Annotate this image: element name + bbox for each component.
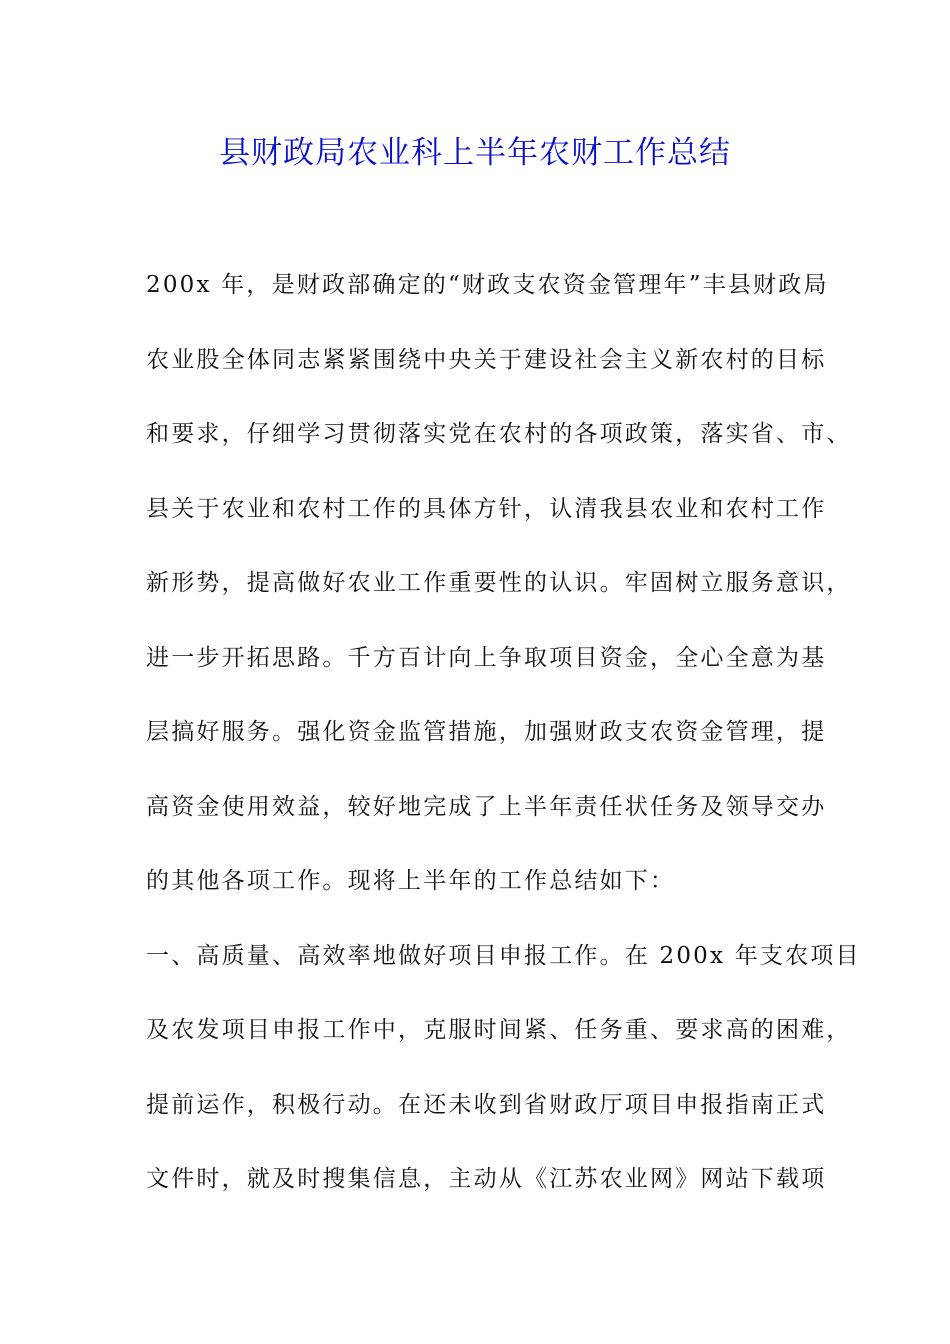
text-line: 200x 年，是财政部确定的“财政支农资金管理年”丰县财政局 xyxy=(146,272,829,298)
body-text xyxy=(146,260,861,1229)
text-line: 一、高质量、高效率地做好项目申报工作。在 200x 年支农项目 xyxy=(146,942,861,969)
text-line: 的其他各项工作。现将上半年的工作总结如下： xyxy=(146,868,676,894)
text-line: 进一步开拓思路。千方百计向上争取项目资金，全心全意为基 xyxy=(146,644,827,671)
text-line: 层搞好服务。强化资金监管措施，加强财政支农资金管理，提 xyxy=(146,719,827,745)
text-line: 文件时，就及时搜集信息，主动从《江苏农业网》网站下载项 xyxy=(146,1166,827,1192)
page-title: 县财政局农业科上半年农财工作总结 xyxy=(219,135,731,171)
text-line: 和要求，仔细学习贯彻落实党在农村的各项政策，落实省、市、 xyxy=(146,421,852,447)
text-line: 及农发项目申报工作中，克服时间紧、任务重、要求高的困难， xyxy=(146,1017,852,1043)
text-line: 农业股全体同志紧紧围绕中央关于建设社会主义新农村的目标 xyxy=(146,346,827,373)
text-line: 提前运作，积极行动。在还未收到省财政厅项目申报指南正式 xyxy=(146,1091,827,1118)
text-line: 高资金使用效益，较好地完成了上半年责任状任务及领导交办 xyxy=(146,793,827,820)
text-line: 新形势，提高做好农业工作重要性的认识。牢固树立服务意识， xyxy=(146,570,852,596)
text-line: 县关于农业和农村工作的具体方针，认清我县农业和农村工作 xyxy=(146,495,827,522)
